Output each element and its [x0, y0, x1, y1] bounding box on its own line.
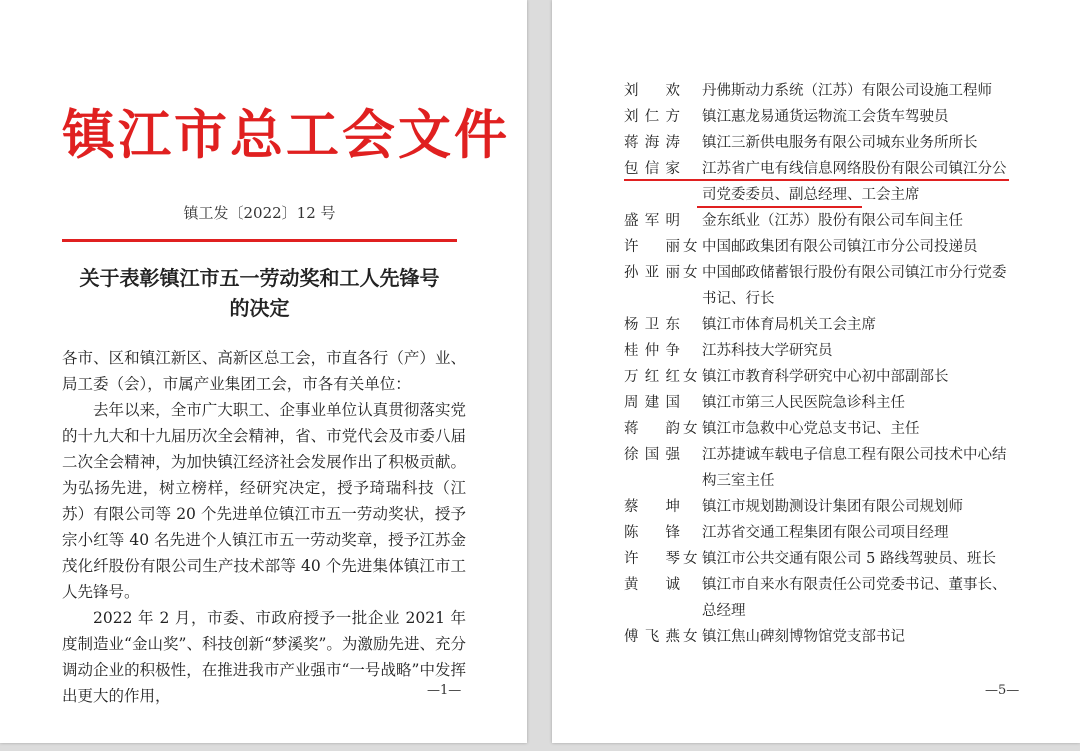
list-item	[624, 312, 1074, 338]
awardee-gender: 女	[683, 239, 698, 255]
list-item	[624, 546, 1074, 572]
awardee-gender: 女	[683, 369, 698, 385]
list-item	[624, 156, 1074, 208]
title-line-1: 关于表彰镇江市五一劳动奖和工人先锋号	[79, 266, 440, 290]
list-item	[624, 520, 1074, 546]
awardee-name: 万红红	[624, 369, 680, 385]
awardee-unit-title: 江苏科技大学研究员	[702, 343, 833, 359]
awardee-name: 蒋 韵	[624, 421, 680, 437]
awardee-name: 徐国强	[624, 447, 680, 463]
paragraph-2: 2022 年 2 月，市委、市政府授予一批企业 2021 年度制造业“金山奖”、科技创新“梦溪奖”。为激励先进、充分调动企业的积极性，在推进我市产业强市“一号战略”中发挥出更大的作用，	[62, 609, 466, 705]
list-item	[624, 494, 1074, 520]
awardee-name: 蔡 坤	[624, 499, 680, 515]
document-body	[62, 345, 466, 709]
list-item	[624, 390, 1074, 416]
awardee-name: 刘 欢	[624, 83, 680, 99]
awardee-name: 刘仁方	[624, 109, 680, 125]
list-item	[624, 234, 1074, 260]
document-page-5	[552, 0, 1080, 743]
list-item	[624, 572, 1074, 624]
awardee-name: 盛军明	[624, 213, 680, 229]
highlight-underline	[624, 179, 1009, 181]
document-page-1	[0, 0, 527, 743]
list-item	[624, 442, 1074, 494]
awardee-unit-title: 江苏省交通工程集团有限公司项目经理	[702, 525, 949, 541]
header-divider	[62, 239, 457, 242]
list-item	[624, 130, 1074, 156]
awardee-name: 黄 诚	[624, 577, 680, 593]
awardee-unit-title: 丹佛斯动力系统（江苏）有限公司设施工程师	[702, 83, 992, 99]
page-number: —1—	[427, 683, 462, 698]
awardee-unit-title: 金东纸业（江苏）股份有限公司车间主任	[702, 213, 963, 229]
awardee-name: 许 丽	[624, 239, 680, 255]
awardee-unit-title: 镇江三新供电服务有限公司城东业务所所长	[702, 135, 978, 151]
awardee-unit-title: 镇江市自来水有限责任公司党委书记、董事长、总经理	[702, 577, 1007, 619]
awardee-unit-title: 中国邮政集团有限公司镇江市分公司投递员	[702, 239, 978, 255]
awardee-gender: 女	[683, 421, 698, 437]
highlight-underline	[697, 206, 862, 208]
awardee-name: 周建国	[624, 395, 680, 411]
list-item	[624, 624, 1074, 650]
awardee-unit-title: 镇江市教育科学研究中心初中部副部长	[702, 369, 949, 385]
list-item	[624, 338, 1074, 364]
awardee-name: 许 琴	[624, 551, 680, 567]
awardee-unit-title: 中国邮政储蓄银行股份有限公司镇江市分行党委书记、行长	[702, 265, 1007, 307]
awardee-gender: 女	[683, 265, 698, 281]
salutation: 各市、区和镇江新区、高新区总工会，市直各行（产）业、局工委（会），市属产业集团工会，市各有关单位：	[62, 349, 466, 393]
awardee-unit-title: 镇江市体育局机关工会主席	[702, 317, 876, 333]
awardee-unit-title: 镇江市急救中心党总支书记、主任	[702, 421, 920, 437]
paragraph-1: 去年以来，全市广大职工、企事业单位认真贯彻落实党的十九大和十九届历次全会精神，省、市党代会及市委八届二次全会精神，为加快镇江经济社会发展作出了积极贡献。为弘扬先进，树立榜样，经研究决定，授予琦瑞科技（江苏）有限公司等 20 个先进单位镇江市五一劳动奖状，授予宗小红等 40 名先进个人镇江市五一劳动奖章，授予江苏金茂化纤股份有限公司生产技术部等 40 个先进集体镇江市工人先锋号。	[62, 401, 466, 601]
list-item	[624, 208, 1074, 234]
list-item	[624, 104, 1074, 130]
title-line-2: 的决定	[229, 296, 290, 320]
awardee-unit-title: 镇江焦山碑刻博物馆党支部书记	[702, 629, 905, 645]
awardee-unit-title: 江苏省广电有线信息网络股份有限公司镇江分公司党委委员、副总经理、工会主席	[702, 161, 1007, 203]
awardee-gender: 女	[683, 551, 698, 567]
awardee-unit-title: 镇江惠龙易通货运物流工会货车驾驶员	[702, 109, 949, 125]
awardee-name: 陈 锋	[624, 525, 680, 541]
document-number: 镇工发〔2022〕12 号	[183, 204, 336, 222]
awardee-list	[624, 78, 1074, 650]
document-title	[62, 263, 457, 323]
awardee-gender: 女	[683, 629, 698, 645]
list-item	[624, 364, 1074, 390]
list-item	[624, 416, 1074, 442]
awardee-name: 桂仲争	[624, 343, 680, 359]
awardee-name: 傅飞燕	[624, 629, 680, 645]
document-header: 镇江市总工会文件	[62, 104, 510, 166]
page-number: —5—	[985, 683, 1020, 698]
awardee-unit-title: 镇江市公共交通有限公司 5 路线驾驶员、班长	[702, 551, 996, 567]
awardee-name: 杨卫东	[624, 317, 680, 333]
list-item	[624, 260, 1074, 312]
awardee-unit-title: 镇江市规划勘测设计集团有限公司规划师	[702, 499, 963, 515]
awardee-name: 孙亚丽	[624, 265, 680, 281]
awardee-unit-title: 镇江市第三人民医院急诊科主任	[702, 395, 905, 411]
awardee-name: 包信家	[624, 161, 680, 177]
awardee-unit-title: 江苏捷诚车载电子信息工程有限公司技术中心结构三室主任	[702, 447, 1007, 489]
awardee-name: 蒋海涛	[624, 135, 680, 151]
list-item	[624, 78, 1074, 104]
